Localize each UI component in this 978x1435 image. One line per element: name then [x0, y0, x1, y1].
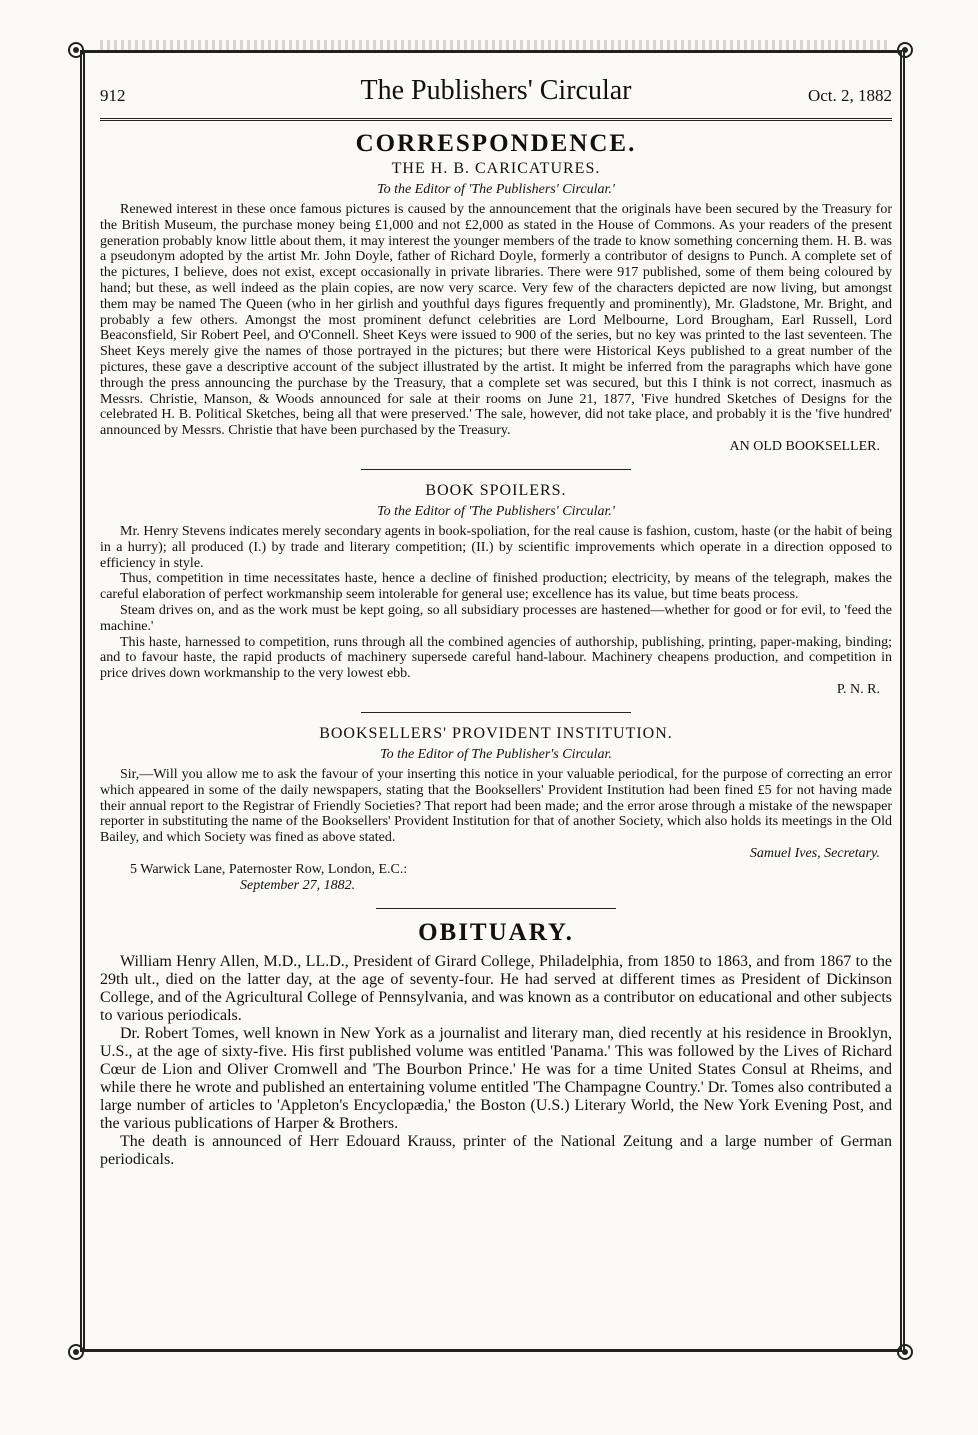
letter-title: THE H. B. CARICATURES.	[391, 160, 601, 177]
letter-signature: AN OLD BOOKSELLER.	[729, 438, 880, 454]
letter-addressee: To the Editor of The Publisher's Circular.	[380, 746, 612, 762]
obituary-paragraph: The death is announced of Herr Edouard Krauss, printer of the National Zeitung and a large number of German periodicals.	[100, 1132, 892, 1168]
divider	[361, 712, 631, 713]
obituary-paragraph: Dr. Robert Tomes, well known in New York as a journalist and literary man, died recently at his residence in Brooklyn, U.S., at the age of sixty-five. His first published volume was entitled 'Panama.' This was followed by the Lives of Richard Cœur de Lion and Oliver Cromwell and 'The Bourbon Prince.' He was for a time United States Consul at Rheims, and while there he wrote and published an entertaining volume entitled 'The Champagne Country.' Dr. Tomes also contributed a large number of articles to 'Appleton's Encyclopædia,' the Boston (U.S.) Literary World, the New York Evening Post, and the various publications of Harper & Brothers.	[100, 1024, 892, 1132]
letter-paragraph: Mr. Henry Stevens indicates merely secondary agents in book-spoliation, for the real cause is fashion, custom, haste (or the habit of being in a hurry); all produced (I.) by trade and literary competition; (II.) by scientific improvements which operate in a direction opposed to efficiency in style.	[100, 523, 892, 571]
letter-paragraph: Sir,—Will you allow me to ask the favour of your inserting this notice in your valuable periodical, for the purpose of correcting an error which appeared in some of the daily newspapers, stating that the Booksellers' Provident Institution had been fined £5 for not having made their annual report to the Registrar of Friendly Societies? That report had been made; and the error arose through a mistake of the newspaper reporter in substituting the name of the Booksellers' Provident Institution for that of another Society, which also holds its meetings in the Old Bailey, and which Society was fined as above stated.	[100, 766, 892, 846]
letter-signature: P. N. R.	[836, 681, 880, 697]
letter-address: 5 Warwick Lane, Paternoster Row, London, E.C.:	[130, 861, 408, 877]
running-header	[100, 70, 892, 121]
obituary-body	[100, 953, 892, 1169]
divider	[361, 469, 631, 470]
corner-ornament-icon	[895, 40, 915, 60]
section-heading-correspondence: CORRESPONDENCE.	[355, 130, 637, 157]
letter-title: BOOK SPOILERS.	[425, 481, 567, 499]
letter-paragraph: Steam drives on, and as the work must be kept going, so all subsidiary processes are hastened—whether for good or for evil, to 'feed the machine.'	[100, 602, 892, 634]
letter-date: September 27, 1882.	[240, 877, 356, 893]
page-content	[100, 70, 892, 1169]
letter-paragraph: This haste, harnessed to competition, runs through all the combined agencies of authorship, publishing, printing, paper-making, binding; and to favour haste, the rapid products of machinery supersede careful hand-labour. Machinery cheapens production, and competition in price drives down workmanship to the very lowest ebb.	[100, 634, 892, 682]
letter-signature: Samuel Ives, Secretary.	[749, 845, 880, 861]
page-number: 912	[100, 86, 126, 105]
letter-addressee: To the Editor of 'The Publishers' Circular.'	[377, 503, 615, 519]
journal-title: The Publishers' Circular	[360, 75, 632, 106]
corner-ornament-icon	[66, 1342, 86, 1362]
letter-paragraph: Thus, competition in time necessitates haste, hence a decline of finished production; electricity, by means of the telegraph, makes the careful elaboration of perfect workmanship seem intolerable for general use; excellence has its value, but time beats process.	[100, 571, 892, 603]
top-ornament-band	[100, 40, 890, 50]
obituary-paragraph: William Henry Allen, M.D., LL.D., President of Girard College, Philadelphia, from 1850 to 1863, and from 1867 to the 29th ult., died on the latter day, at the age of seventy-four. He had served at different times as President of Dickinson College, and of the Agricultural College of Pennsylvania, and was known as a contributor on educational and other subjects to various periodicals.	[100, 952, 892, 1024]
letter-addressee: To the Editor of 'The Publishers' Circular.'	[377, 182, 615, 197]
issue-date: Oct. 2, 1882	[807, 86, 892, 105]
corner-ornament-icon	[66, 40, 86, 60]
section-heading-obituary: OBITUARY.	[418, 918, 574, 946]
letter-paragraph: Renewed interest in these once famous pictures is caused by the announcement that the originals have been secured by the Treasury for the British Museum, the purchase money being £1,000 and not £2,000 as stated in the House of Commons. As your readers of the present generation probably know little about them, it may interest the younger members of the trade to know something concerning them. H. B. was a pseudonym adopted by the artist Mr. John Doyle, father of Richard Doyle, formerly a contributor of designs to Punch. A complete set of the pictures, I believe, does not exist, except occasionally in private libraries. There were 917 published, some of them being coloured by hand; but these, as well indeed as the plain copies, are now very scarce. Very few of the characters depicted are now living, but amongst them may be named The Queen (who in her girlish and youthful days figures frequently and prominently), Mr. Gladstone, Mr. Bright, and probably a few others. Amongst the most prominent defunct celebrities are Lord Melbourne, Lord Brougham, Earl Russell, Lord Beaconsfield, Sir Robert Peel, and O'Connell. Sheet Keys were issued to 900 of the series, but no key was printed to the last seventeen. The Sheet Keys merely give the names of those portrayed in the pictures; but there were Historical Keys published to a great number of the pictures, these gave a descriptive account of the subject illustrated by the artist. It might be inferred from the paragraphs which have gone through the press announcing the purchase by the Treasury, that a complete set was secured, but this I think is not correct, inasmuch as Messrs. Christie, Manson, & Woods announced for sale at their rooms on June 21, 1877, 'Five hundred Sketches of Designs for the celebrated H. B. Political Sketches, being all that were preserved.' The sale, however, did not take place, and probably it is the 'five hundred' announced by Messrs. Christie that have been purchased by the Treasury.	[100, 202, 892, 439]
letter-title: BOOKSELLERS' PROVIDENT INSTITUTION.	[319, 724, 673, 742]
corner-ornament-icon	[895, 1342, 915, 1362]
divider	[376, 908, 616, 909]
